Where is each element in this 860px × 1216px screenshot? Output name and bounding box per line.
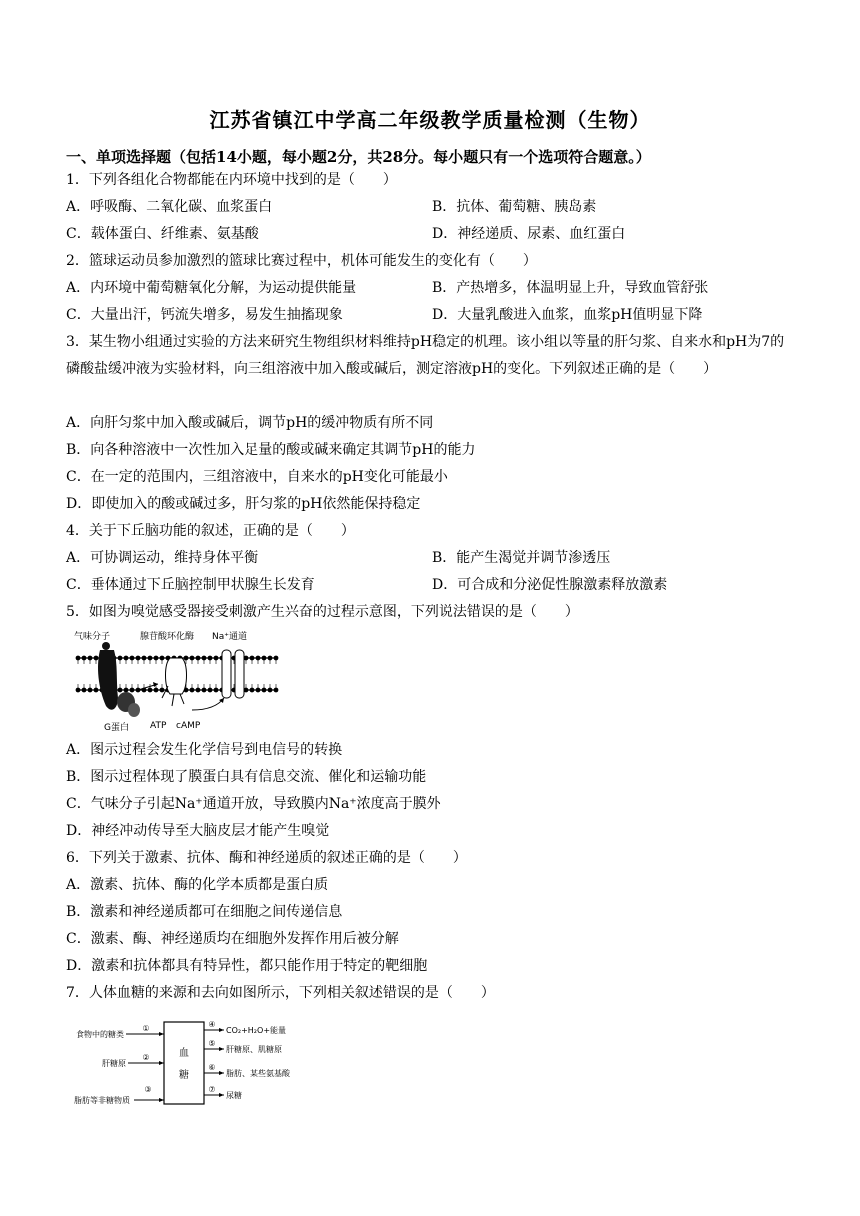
question-5-stem: 5．如图为嗅觉感受器接受刺激产生兴奋的过程示意图，下列说法错误的是（ ） — [66, 604, 579, 620]
sink-label: CO₂+H₂O+能量 — [226, 1026, 287, 1035]
q6-option-d: D．激素和抗体都具有特异性，都只能作用于特定的靶细胞 — [66, 958, 428, 974]
q6-option-c: C．激素、酶、神经递质均在细胞外发挥作用后被分解 — [66, 931, 399, 947]
q2-option-a: A．内环境中葡萄糖氧化分解，为运动提供能量 — [66, 280, 357, 296]
source-num: ① — [142, 1024, 150, 1033]
sink-row — [204, 1039, 282, 1054]
question-2-stem: 2．篮球运动员参加激烈的篮球比赛过程中，机体可能发生的变化有（ ） — [66, 253, 537, 269]
source-row — [74, 1085, 164, 1105]
q5-option-a: A．图示过程会发生化学信号到电信号的转换 — [66, 742, 343, 758]
sink-num: ⑥ — [208, 1063, 216, 1072]
q3-option-c: C．在一定的范围内，三组溶液中，自来水的pH变化可能最小 — [66, 469, 448, 485]
sink-label: 脂肪、某些氨基酸 — [226, 1069, 290, 1078]
label-na-channel: Na⁺通道 — [212, 632, 247, 642]
q6-option-b: B．激素和神经递质都可在细胞之间传递信息 — [66, 904, 343, 920]
sink-row — [204, 1020, 286, 1035]
sink-label: 尿糖 — [226, 1091, 242, 1100]
label-camp: cAMP — [176, 721, 201, 731]
q3-option-b: B．向各种溶液中一次性加入足量的酸或碱来确定其调节pH的能力 — [66, 442, 476, 458]
sink-num: ⑦ — [208, 1085, 216, 1094]
center-char-2: 糖 — [179, 1070, 189, 1081]
q1-option-a: A．呼吸酶、二氧化碳、血浆蛋白 — [66, 199, 273, 215]
source-label: 脂肪等非糖物质 — [74, 1096, 130, 1105]
q2-option-d: D．大量乳酸进入血浆，血浆pH值明显下降 — [432, 307, 703, 323]
sink-label: 肝糖原、肌糖原 — [226, 1045, 282, 1054]
q1-option-d: D．神经递质、尿素、血红蛋白 — [432, 226, 626, 242]
source-row — [102, 1053, 164, 1068]
q4-option-d: D．可合成和分泌促性腺激素释放激素 — [432, 577, 668, 593]
q5-option-c: C．气味分子引起Na⁺通道开放，导致膜内Na⁺浓度高于膜外 — [66, 796, 441, 812]
q2-option-c: C．大量出汗，钙流失增多，易发生抽搐现象 — [66, 307, 343, 323]
label-adenylate-cyclase: 腺苷酸环化酶 — [140, 632, 195, 642]
sink-num: ⑤ — [208, 1039, 216, 1048]
arrow-head-1 — [153, 682, 158, 687]
odor-molecule — [102, 642, 110, 650]
sink-num: ④ — [208, 1020, 216, 1029]
q1-option-c: C．载体蛋白、纤维素、氨基酸 — [66, 226, 259, 242]
q3-option-a: A．向肝匀浆中加入酸或碱后，调节pH的缓冲物质有所不同 — [66, 415, 434, 431]
adenylate-cyclase-protein — [166, 658, 187, 694]
na-channel-right — [235, 650, 244, 698]
olfactory-receptor-figure — [72, 628, 282, 734]
sink-row — [204, 1063, 291, 1078]
odor-receptor-protein — [98, 650, 118, 710]
sink-row — [204, 1085, 242, 1100]
q6-option-a: A．激素、抗体、酶的化学本质都是蛋白质 — [66, 877, 329, 893]
question-1-stem: 1．下列各组化合物都能在内环境中找到的是（ ） — [66, 172, 397, 188]
q5-option-b: B．图示过程体现了膜蛋白具有信息交流、催化和运输功能 — [66, 769, 427, 785]
q4-option-a: A．可协调运动，维持身体平衡 — [66, 550, 259, 566]
section-heading: 一、单项选择题（包括14小题，每小题2分，共28分。每小题只有一个选项符合题意。） — [66, 148, 651, 166]
question-7-stem: 7．人体血糖的来源和去向如图所示，下列相关叙述错误的是（ ） — [66, 985, 495, 1001]
g-protein-subunit — [128, 703, 140, 717]
arrow-camp-to-channel — [192, 698, 224, 710]
q4-option-b: B．能产生渴觉并调节渗透压 — [432, 550, 611, 566]
source-label: 肝糖原 — [102, 1059, 126, 1068]
q5-option-d: D．神经冲动传导至大脑皮层才能产生嗅觉 — [66, 823, 330, 839]
source-label: 食物中的糖类 — [76, 1030, 124, 1039]
source-num: ③ — [144, 1085, 152, 1094]
q4-option-c: C．垂体通过下丘脑控制甲状腺生长发育 — [66, 577, 315, 593]
label-g-protein: G蛋白 — [104, 723, 129, 733]
q1-option-b: B．抗体、葡萄糖、胰岛素 — [432, 199, 597, 215]
question-4-stem: 4．关于下丘脑功能的叙述，正确的是（ ） — [66, 523, 355, 539]
blood-glucose-figure — [72, 1016, 322, 1112]
na-channel-left — [222, 650, 231, 698]
question-6-stem: 6．下列关于激素、抗体、酶和神经递质的叙述正确的是（ ） — [66, 850, 467, 866]
page-title: 江苏省镇江中学高二年级教学质量检测（生物） — [209, 108, 651, 132]
label-odor-molecule: 气味分子 — [74, 632, 111, 642]
source-row — [76, 1024, 164, 1039]
source-num: ② — [142, 1053, 150, 1062]
center-char-1: 血 — [179, 1048, 189, 1059]
blood-glucose-box — [164, 1022, 204, 1104]
q2-option-b: B．产热增多，体温明显上升，导致血管舒张 — [432, 280, 709, 296]
label-atp: ATP — [150, 721, 167, 731]
question-3-stem: 3．某生物小组通过实验的方法来研究生物组织材料维持pH稳定的机理。该小组以等量的肝匀浆、自来水和pH为7的磷酸盐缓冲液为实验材料，向三组溶液中加入酸或碱后，测定溶液pH的变化。下列叙述正确的是（ ） — [66, 334, 785, 377]
q3-option-d: D．即使加入的酸或碱过多，肝匀浆的pH依然能保持稳定 — [66, 496, 421, 512]
